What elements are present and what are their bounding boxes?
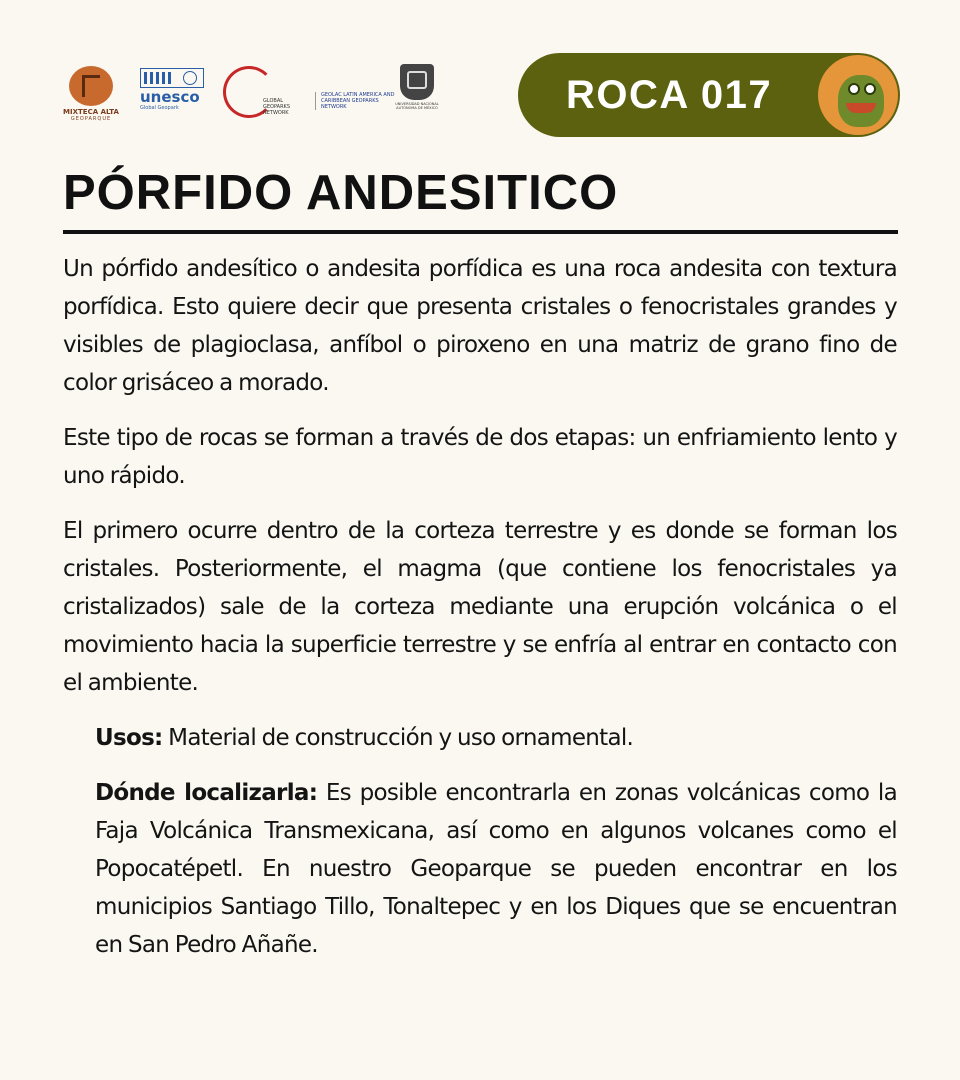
unesco-logo	[140, 68, 212, 111]
location-paragraph	[63, 774, 897, 964]
title-divider	[63, 230, 898, 234]
paragraph-formation: Este tipo de rocas se forman a través de dos etapas: un enfriamiento lento y uno rápido.	[63, 425, 897, 489]
mixteca-alta-logo	[60, 66, 122, 122]
paragraph-process: El primero ocurre dentro de la corteza terrestre y es donde se forman los cristales. Posteriormente, el magma (que contiene los fenocristales ya cristalizados) sale de la corteza mediante una erupción volcánica o el movimiento hacia la superficie terrestre y se enfría al entrar en contacto con el ambiente.	[63, 518, 897, 696]
description-body	[63, 250, 897, 981]
page-title: PÓRFIDO ANDESITICO	[63, 166, 619, 220]
paragraph-definition: Un pórfido andesítico o andesita porfídica es una roca andesita con textura porfídica. Esto quiere decir que presenta cristales o fenocristales grandes y visibles de plagioclasa, anfíbol o piroxeno en una matriz de grano fino de color grisáceo a morado.	[63, 256, 897, 396]
turtle-mascot-icon	[818, 55, 898, 135]
rock-number-label: ROCA 017	[566, 73, 773, 117]
global-geoparks-network-logo	[223, 64, 307, 124]
mixteca-emblem-icon	[69, 66, 113, 106]
rock-number-badge	[518, 53, 900, 137]
unesco-logo-name: unesco	[140, 88, 200, 106]
mixteca-logo-sub: GEOPARQUE	[70, 116, 112, 122]
unesco-temple-icon	[140, 68, 204, 88]
unesco-logo-sub: Global Geopark	[140, 105, 179, 111]
unam-logo	[395, 64, 439, 110]
uses-paragraph	[63, 719, 897, 757]
ggn-logo-text: GLOBAL GEOPARKS NETWORK	[263, 98, 291, 116]
uses-text: Material de construcción y uso ornamental.	[162, 725, 634, 751]
partner-logos	[60, 62, 460, 132]
location-label: Dónde localizarla:	[95, 780, 318, 806]
mixteca-logo-name: MIXTECA ALTA	[63, 108, 119, 116]
unam-logo-text: UNIVERSIDAD NACIONAL AUTÓNOMA DE MÉXICO	[395, 102, 439, 110]
uses-label: Usos:	[95, 725, 163, 751]
unam-shield-icon	[400, 64, 434, 100]
geolac-logo: GEOLAC LATIN AMERICA AND CARIBBEAN GEOPARKS NETWORK	[315, 92, 401, 110]
location-text: Es posible encontrarla en zonas volcánicas como la Faja Volcánica Transmexicana, así como en algunos volcanes como el Popocatépetl. En nuestro Geoparque se pueden encontrar en los municipios Santiago Tillo, Tonaltepec y en los Diques que se encuentran en San Pedro Añañe.	[95, 780, 898, 958]
